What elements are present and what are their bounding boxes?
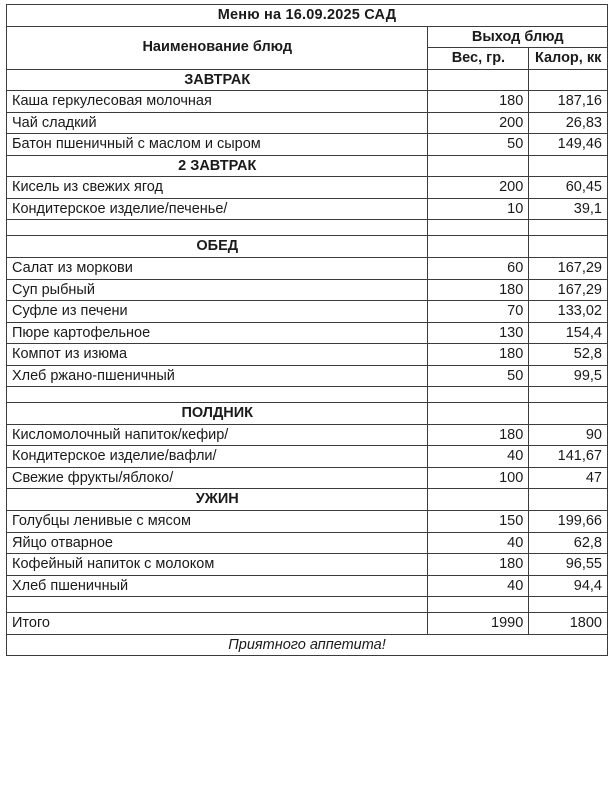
spacer-cell (7, 220, 428, 236)
dish-name: Голубцы ленивые с мясом (7, 511, 428, 533)
footer-row (7, 634, 608, 656)
spacer-cell (428, 387, 529, 403)
section-calories-empty (529, 403, 608, 425)
dish-calories: 133,02 (529, 301, 608, 323)
table-row (7, 511, 608, 533)
total-calories: 1800 (529, 613, 608, 635)
dish-calories: 199,66 (529, 511, 608, 533)
total-weight: 1990 (428, 613, 529, 635)
table-row (7, 258, 608, 280)
dish-calories: 52,8 (529, 344, 608, 366)
section-weight-empty (428, 236, 529, 258)
dish-weight: 40 (428, 532, 529, 554)
spacer-cell (428, 597, 529, 613)
dish-weight: 200 (428, 177, 529, 199)
section-calories-empty (529, 69, 608, 91)
dish-weight: 100 (428, 467, 529, 489)
dish-calories: 141,67 (529, 446, 608, 468)
table-row (7, 532, 608, 554)
section-weight-empty (428, 403, 529, 425)
dish-weight: 180 (428, 91, 529, 113)
section-title-second-breakfast: 2 ЗАВТРАК (7, 155, 428, 177)
spacer-row (7, 220, 608, 236)
dish-name: Кофейный напиток с молоком (7, 554, 428, 576)
table-row (7, 344, 608, 366)
menu-table-body (7, 5, 608, 656)
dish-name: Салат из моркови (7, 258, 428, 280)
dish-calories: 94,4 (529, 575, 608, 597)
column-header-name: Наименование блюд (7, 26, 428, 69)
column-header-calories: Калор, кк (529, 48, 608, 70)
table-row (7, 575, 608, 597)
dish-name: Каша геркулесовая молочная (7, 91, 428, 113)
spacer-cell (7, 387, 428, 403)
dish-name: Свежие фрукты/яблоко/ (7, 467, 428, 489)
dish-weight: 10 (428, 198, 529, 220)
table-row (7, 91, 608, 113)
dish-calories: 167,29 (529, 279, 608, 301)
section-calories-empty (529, 155, 608, 177)
dish-calories: 167,29 (529, 258, 608, 280)
section-header-row (7, 69, 608, 91)
spacer-cell (529, 597, 608, 613)
section-header-row (7, 155, 608, 177)
dish-weight: 50 (428, 134, 529, 156)
dish-weight: 40 (428, 446, 529, 468)
menu-table (6, 4, 608, 656)
dish-name: Хлеб ржано-пшеничный (7, 365, 428, 387)
dish-name: Компот из изюма (7, 344, 428, 366)
dish-weight: 180 (428, 424, 529, 446)
spacer-cell (7, 597, 428, 613)
dish-name: Суп рыбный (7, 279, 428, 301)
spacer-cell (529, 220, 608, 236)
dish-calories: 154,4 (529, 322, 608, 344)
spacer-cell (428, 220, 529, 236)
dish-weight: 180 (428, 554, 529, 576)
dish-name: Суфле из печени (7, 301, 428, 323)
table-row (7, 365, 608, 387)
dish-weight: 150 (428, 511, 529, 533)
dish-weight: 40 (428, 575, 529, 597)
dish-calories: 96,55 (529, 554, 608, 576)
table-row (7, 446, 608, 468)
dish-name: Кисломолочный напиток/кефир/ (7, 424, 428, 446)
dish-calories: 26,83 (529, 112, 608, 134)
total-label: Итого (7, 613, 428, 635)
dish-name: Яйцо отварное (7, 532, 428, 554)
table-row (7, 322, 608, 344)
table-row (7, 554, 608, 576)
section-weight-empty (428, 69, 529, 91)
table-row (7, 301, 608, 323)
title-row (7, 5, 608, 27)
section-title-lunch: ОБЕД (7, 236, 428, 258)
spacer-cell (529, 387, 608, 403)
dish-weight: 50 (428, 365, 529, 387)
column-header-output: Выход блюд (428, 26, 608, 48)
section-weight-empty (428, 489, 529, 511)
dish-calories: 62,8 (529, 532, 608, 554)
dish-weight: 130 (428, 322, 529, 344)
dish-weight: 180 (428, 279, 529, 301)
section-calories-empty (529, 489, 608, 511)
dish-calories: 47 (529, 467, 608, 489)
dish-name: Кондитерское изделие/печенье/ (7, 198, 428, 220)
table-row (7, 424, 608, 446)
dish-calories: 39,1 (529, 198, 608, 220)
section-title-dinner: УЖИН (7, 489, 428, 511)
table-row (7, 177, 608, 199)
dish-weight: 180 (428, 344, 529, 366)
dish-name: Кондитерское изделие/вафли/ (7, 446, 428, 468)
page-title: Меню на 16.09.2025 САД (7, 5, 608, 27)
dish-name: Чай сладкий (7, 112, 428, 134)
dish-name: Батон пшеничный с маслом и сыром (7, 134, 428, 156)
dish-name: Хлеб пшеничный (7, 575, 428, 597)
section-header-row (7, 489, 608, 511)
spacer-row (7, 387, 608, 403)
dish-calories: 187,16 (529, 91, 608, 113)
bon-appetit-note: Приятного аппетита! (7, 634, 608, 656)
table-row (7, 134, 608, 156)
section-title-afternoon-snack: ПОЛДНИК (7, 403, 428, 425)
table-row (7, 279, 608, 301)
section-calories-empty (529, 236, 608, 258)
dish-calories: 149,46 (529, 134, 608, 156)
dish-name: Пюре картофельное (7, 322, 428, 344)
dish-calories: 60,45 (529, 177, 608, 199)
column-header-weight: Вес, гр. (428, 48, 529, 70)
table-row (7, 198, 608, 220)
dish-weight: 60 (428, 258, 529, 280)
section-weight-empty (428, 155, 529, 177)
header-row-main (7, 26, 608, 48)
section-header-row (7, 236, 608, 258)
section-title-breakfast: ЗАВТРАК (7, 69, 428, 91)
dish-name: Кисель из свежих ягод (7, 177, 428, 199)
total-row (7, 613, 608, 635)
dish-weight: 70 (428, 301, 529, 323)
spacer-row (7, 597, 608, 613)
dish-calories: 90 (529, 424, 608, 446)
dish-weight: 200 (428, 112, 529, 134)
dish-calories: 99,5 (529, 365, 608, 387)
table-row (7, 467, 608, 489)
section-header-row (7, 403, 608, 425)
table-row (7, 112, 608, 134)
